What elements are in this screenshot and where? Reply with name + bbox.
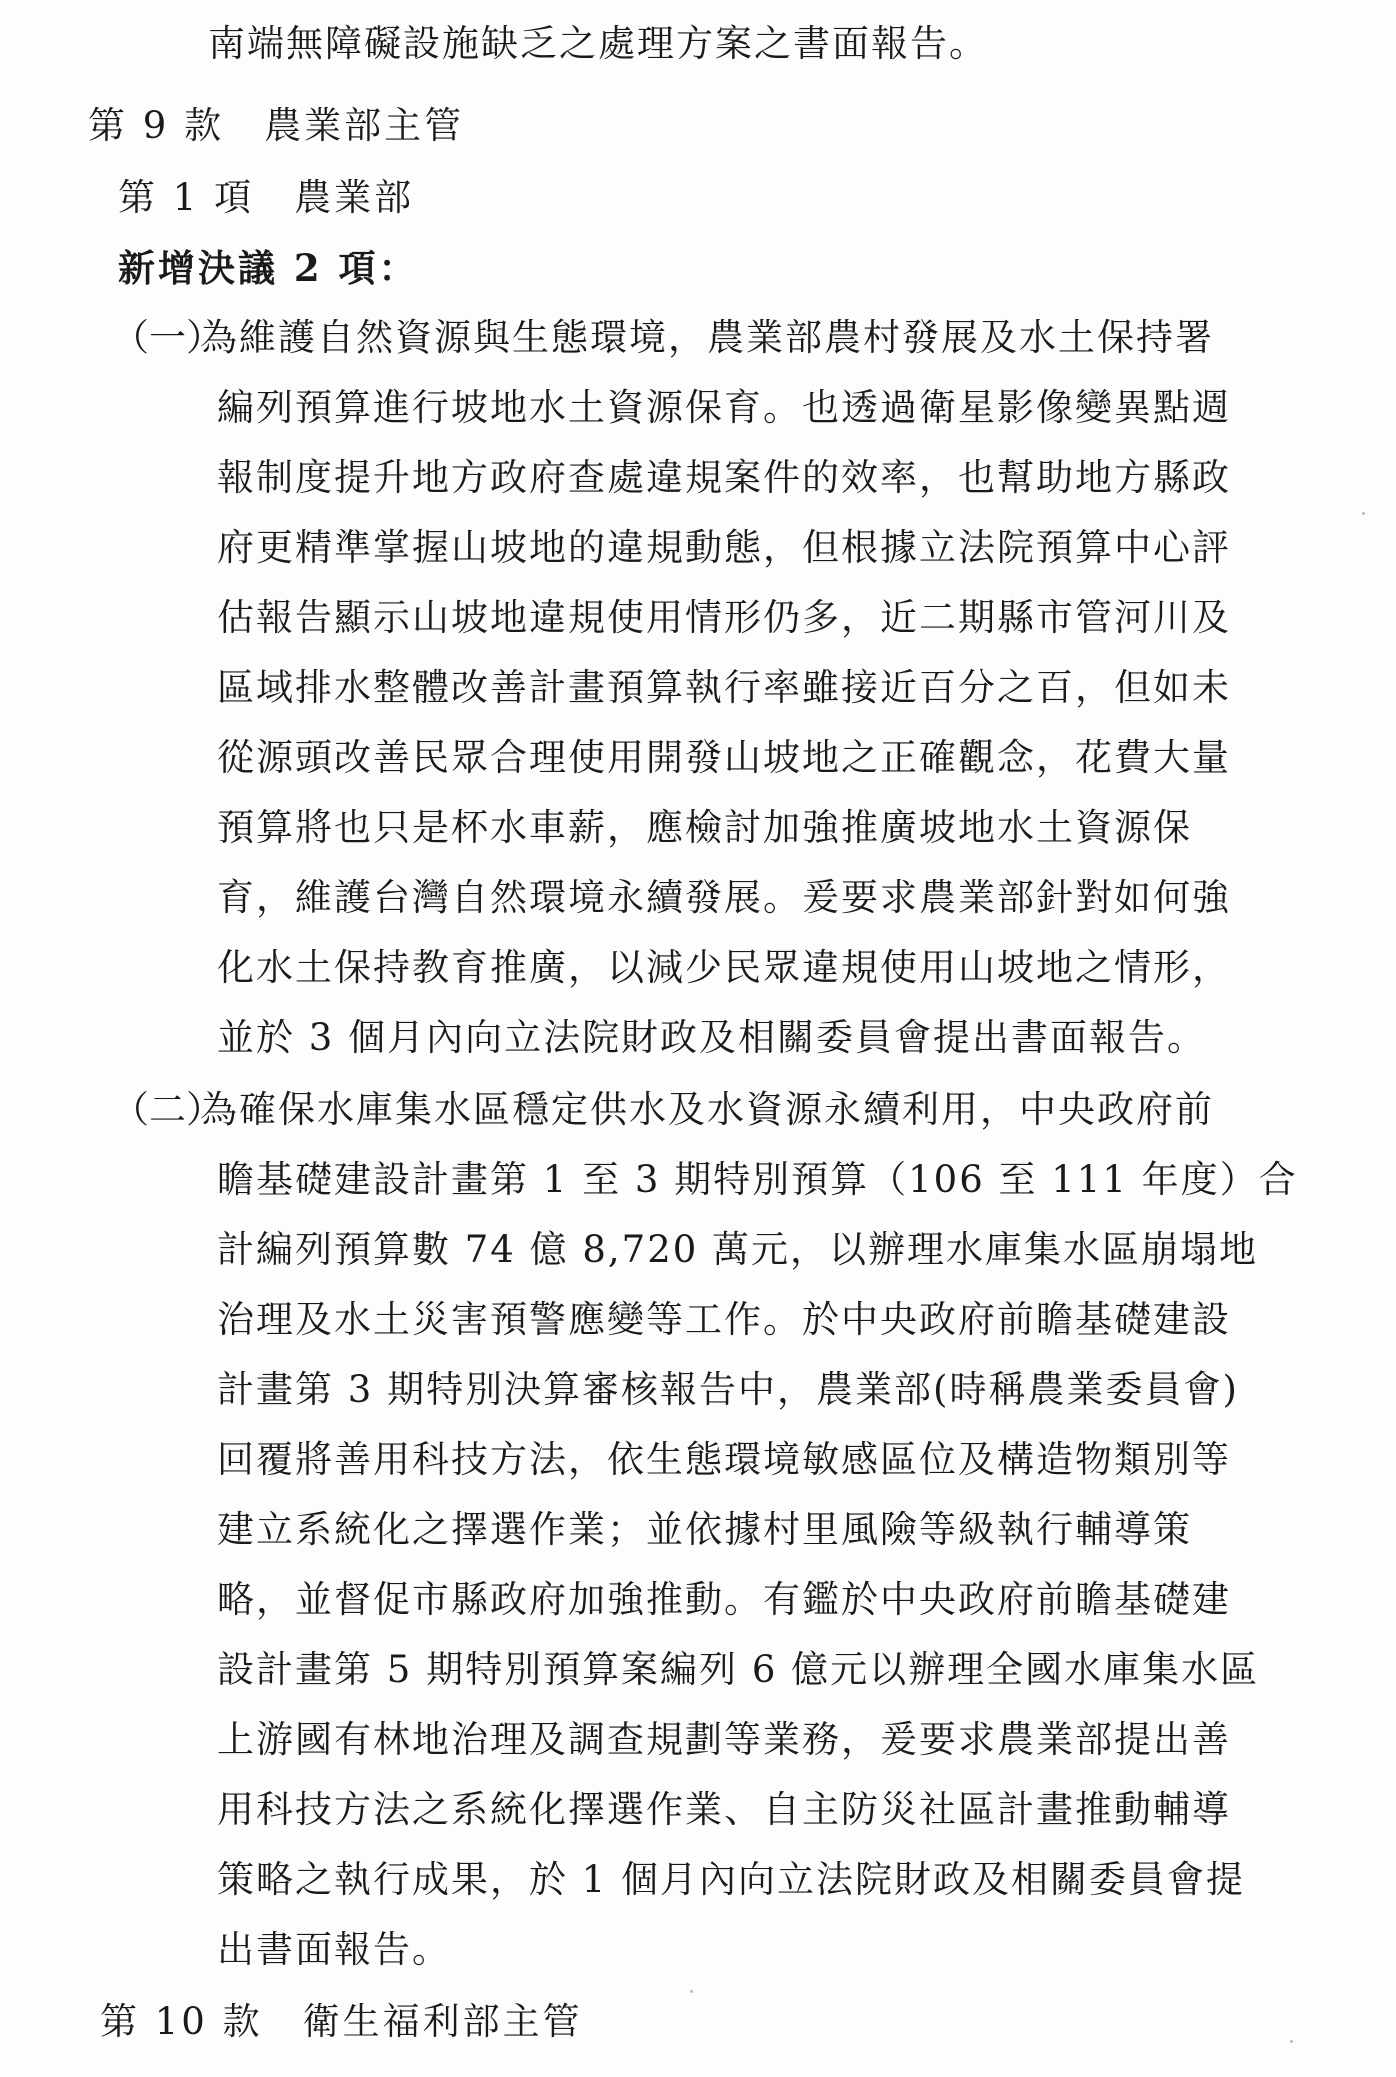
resolution-1-line: 估報告顯示山坡地違規使用情形仍多，近二期縣市管河川及 (217, 596, 1231, 639)
scan-speck (690, 1990, 693, 1993)
resolution-2-line: 用科技方法之系統化擇選作業、自主防災社區計畫推動輔導 (217, 1788, 1231, 1831)
resolution-1-line: 區域排水整體改善計畫預算執行率雖接近百分之百，但如未 (217, 666, 1231, 709)
resolution-1-line: 化水土保持教育推廣，以減少民眾違規使用山坡地之情形， (217, 946, 1231, 989)
resolution-2-line: 為確保水庫集水區穩定供水及水資源永續利用，中央政府前 (200, 1088, 1214, 1131)
resolution-2-line: 回覆將善用科技方法，依生態環境敏感區位及構造物類別等 (217, 1438, 1231, 1481)
resolution-2-line: 略，並督促市縣政府加強推動。有鑑於中央政府前瞻基礎建 (217, 1578, 1231, 1621)
section-9-heading: 第 9 款 農業部主管 (88, 104, 465, 147)
continuation-line: 南端無障礙設施缺乏之處理方案之書面報告。 (208, 22, 988, 65)
resolution-1-line: 從源頭改善民眾合理使用開發山坡地之正確觀念，花費大量 (217, 736, 1231, 779)
resolution-2-line: 計畫第 3 期特別決算審核報告中，農業部(時稱農業委員會) (217, 1368, 1239, 1411)
section-10-heading: 第 10 款 衛生福利部主管 (100, 2000, 583, 2043)
resolution-1-line: 並於 3 個月內向立法院財政及相關委員會提出書面報告。 (217, 1016, 1207, 1059)
resolution-1-line: 為維護自然資源與生態環境，農業部農村發展及水土保持署 (200, 316, 1214, 359)
resolution-1-line: 編列預算進行坡地水土資源保育。也透過衛星影像變異點週 (217, 386, 1231, 429)
resolution-heading: 新增決議 2 項： (118, 246, 419, 290)
item-1-heading: 第 1 項 農業部 (118, 176, 415, 219)
resolution-1-marker: （一） (112, 316, 223, 359)
resolution-1-line: 預算將也只是杯水車薪，應檢討加強推廣坡地水土資源保 (217, 806, 1192, 849)
resolution-2-line: 建立系統化之擇選作業；並依據村里風險等級執行輔導策 (217, 1508, 1192, 1551)
resolution-1-line: 育，維護台灣自然環境永續發展。爰要求農業部針對如何強 (217, 876, 1231, 919)
resolution-2-line: 出書面報告。 (217, 1928, 451, 1971)
resolution-2-line: 計編列預算數 74 億 8,720 萬元，以辦理水庫集水區崩塌地 (217, 1228, 1259, 1271)
resolution-2-line: 設計畫第 5 期特別預算案編列 6 億元以辦理全國水庫集水區 (217, 1648, 1260, 1691)
scan-speck (1290, 2040, 1293, 2043)
resolution-2-line: 治理及水土災害預警應變等工作。於中央政府前瞻基礎建設 (217, 1298, 1231, 1341)
resolution-1-line: 報制度提升地方政府查處違規案件的效率，也幫助地方縣政 (217, 456, 1231, 499)
resolution-2-line: 瞻基礎建設計畫第 1 至 3 期特別預算（106 至 111 年度）合 (217, 1158, 1298, 1201)
resolution-2-marker: （二） (112, 1088, 223, 1131)
resolution-2-line: 上游國有林地治理及調查規劃等業務，爰要求農業部提出善 (217, 1718, 1231, 1761)
resolution-2-line: 策略之執行成果，於 1 個月內向立法院財政及相關委員會提 (217, 1858, 1246, 1901)
resolution-1-line: 府更精準掌握山坡地的違規動態，但根據立法院預算中心評 (217, 526, 1231, 569)
scan-speck (1362, 512, 1365, 515)
